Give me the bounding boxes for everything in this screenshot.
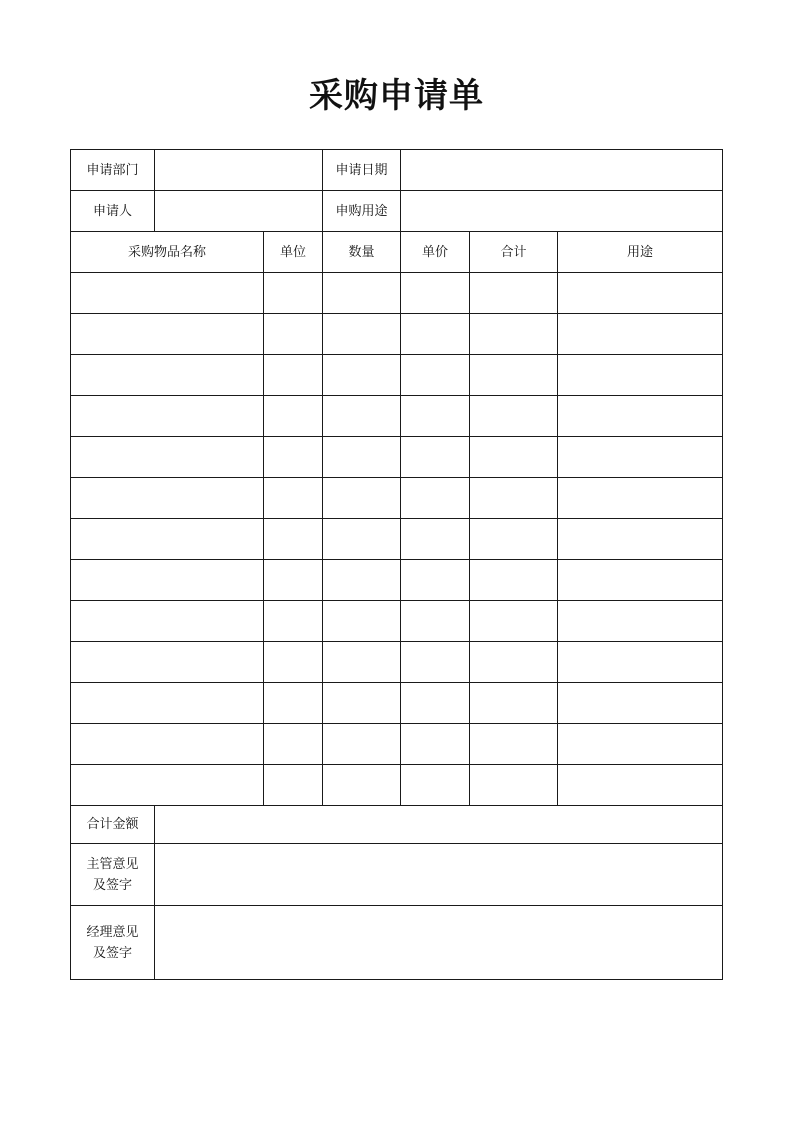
unit-cell[interactable] [264, 683, 323, 724]
item-name-cell[interactable] [71, 437, 264, 478]
quantity-cell[interactable] [323, 396, 401, 437]
table-row [71, 519, 723, 560]
date-label: 申请日期 [323, 150, 401, 191]
item-name-cell[interactable] [71, 601, 264, 642]
subtotal-cell[interactable] [470, 601, 558, 642]
department-field[interactable] [155, 150, 323, 191]
applicant-label: 申请人 [71, 191, 155, 232]
header-row-applicant [71, 191, 723, 232]
unit-price-cell[interactable] [401, 437, 470, 478]
manager-opinion-label-cell [71, 906, 155, 980]
unit-cell[interactable] [264, 724, 323, 765]
subtotal-cell[interactable] [470, 273, 558, 314]
unit-cell[interactable] [264, 314, 323, 355]
quantity-cell[interactable] [323, 273, 401, 314]
usage-cell[interactable] [558, 355, 723, 396]
unit-price-cell[interactable] [401, 683, 470, 724]
unit-price-cell[interactable] [401, 642, 470, 683]
total-amount-label: 合计金额 [71, 806, 155, 844]
table-row [71, 560, 723, 601]
column-header-item-name: 采购物品名称 [71, 232, 264, 273]
item-name-cell[interactable] [71, 273, 264, 314]
subtotal-cell[interactable] [470, 396, 558, 437]
manager-opinion-field[interactable] [155, 906, 723, 980]
item-name-cell[interactable] [71, 560, 264, 601]
quantity-cell[interactable] [323, 560, 401, 601]
quantity-cell[interactable] [323, 724, 401, 765]
table-row [71, 396, 723, 437]
usage-cell[interactable] [558, 519, 723, 560]
subtotal-cell[interactable] [470, 724, 558, 765]
unit-cell[interactable] [264, 601, 323, 642]
column-header-unit: 单位 [264, 232, 323, 273]
item-name-cell[interactable] [71, 683, 264, 724]
table-row [71, 437, 723, 478]
column-header-quantity: 数量 [323, 232, 401, 273]
quantity-cell[interactable] [323, 519, 401, 560]
column-header-unit-price: 单价 [401, 232, 470, 273]
unit-price-cell[interactable] [401, 478, 470, 519]
unit-price-cell[interactable] [401, 314, 470, 355]
quantity-cell[interactable] [323, 437, 401, 478]
subtotal-cell[interactable] [470, 765, 558, 806]
subtotal-cell[interactable] [470, 683, 558, 724]
quantity-cell[interactable] [323, 355, 401, 396]
date-field[interactable] [401, 150, 723, 191]
supervisor-opinion-label-cell [71, 844, 155, 906]
column-header-usage: 用途 [558, 232, 723, 273]
quantity-cell[interactable] [323, 642, 401, 683]
subtotal-cell[interactable] [470, 519, 558, 560]
usage-cell[interactable] [558, 478, 723, 519]
unit-cell[interactable] [264, 396, 323, 437]
supervisor-opinion-field[interactable] [155, 844, 723, 906]
usage-cell[interactable] [558, 683, 723, 724]
unit-cell[interactable] [264, 642, 323, 683]
purpose-field[interactable] [401, 191, 723, 232]
unit-cell[interactable] [264, 765, 323, 806]
form-title: 采购申请单 [309, 76, 484, 116]
department-label: 申请部门 [71, 150, 155, 191]
item-name-cell[interactable] [71, 355, 264, 396]
quantity-cell[interactable] [323, 601, 401, 642]
purchase-request-table [70, 149, 723, 980]
subtotal-cell[interactable] [470, 437, 558, 478]
manager-opinion-label: 经理意见及签字 [86, 924, 139, 961]
unit-price-cell[interactable] [401, 724, 470, 765]
subtotal-cell[interactable] [470, 314, 558, 355]
unit-price-cell[interactable] [401, 519, 470, 560]
usage-cell[interactable] [558, 437, 723, 478]
usage-cell[interactable] [558, 765, 723, 806]
supervisor-opinion-label: 主管意见及签字 [86, 856, 139, 893]
usage-cell[interactable] [558, 273, 723, 314]
unit-price-cell[interactable] [401, 560, 470, 601]
usage-cell[interactable] [558, 642, 723, 683]
column-header-subtotal: 合计 [470, 232, 558, 273]
unit-cell[interactable] [264, 437, 323, 478]
unit-price-cell[interactable] [401, 355, 470, 396]
unit-price-cell[interactable] [401, 396, 470, 437]
table-row [71, 765, 723, 806]
item-name-cell[interactable] [71, 314, 264, 355]
supervisor-opinion-row [71, 844, 723, 906]
item-name-cell[interactable] [71, 642, 264, 683]
quantity-cell[interactable] [323, 314, 401, 355]
total-amount-field[interactable] [155, 806, 723, 844]
subtotal-cell[interactable] [470, 642, 558, 683]
total-amount-row [71, 806, 723, 844]
manager-opinion-row [71, 906, 723, 980]
item-name-cell[interactable] [71, 724, 264, 765]
applicant-field[interactable] [155, 191, 323, 232]
unit-price-cell[interactable] [401, 765, 470, 806]
table-row [71, 478, 723, 519]
unit-cell[interactable] [264, 560, 323, 601]
table-row [71, 314, 723, 355]
table-row [71, 724, 723, 765]
table-row [71, 355, 723, 396]
usage-cell[interactable] [558, 560, 723, 601]
usage-cell[interactable] [558, 724, 723, 765]
item-name-cell[interactable] [71, 478, 264, 519]
items-header-row [71, 232, 723, 273]
usage-cell[interactable] [558, 601, 723, 642]
subtotal-cell[interactable] [470, 478, 558, 519]
subtotal-cell[interactable] [470, 355, 558, 396]
usage-cell[interactable] [558, 314, 723, 355]
unit-cell[interactable] [264, 355, 323, 396]
unit-price-cell[interactable] [401, 601, 470, 642]
unit-cell[interactable] [264, 478, 323, 519]
item-name-cell[interactable] [71, 519, 264, 560]
purpose-label: 申购用途 [323, 191, 401, 232]
unit-cell[interactable] [264, 273, 323, 314]
table-row [71, 642, 723, 683]
header-row-department [71, 150, 723, 191]
table-row [71, 273, 723, 314]
quantity-cell[interactable] [323, 683, 401, 724]
quantity-cell[interactable] [323, 765, 401, 806]
table-row [71, 683, 723, 724]
item-name-cell[interactable] [71, 396, 264, 437]
quantity-cell[interactable] [323, 478, 401, 519]
usage-cell[interactable] [558, 396, 723, 437]
item-name-cell[interactable] [71, 765, 264, 806]
unit-cell[interactable] [264, 519, 323, 560]
subtotal-cell[interactable] [470, 560, 558, 601]
unit-price-cell[interactable] [401, 273, 470, 314]
table-row [71, 601, 723, 642]
